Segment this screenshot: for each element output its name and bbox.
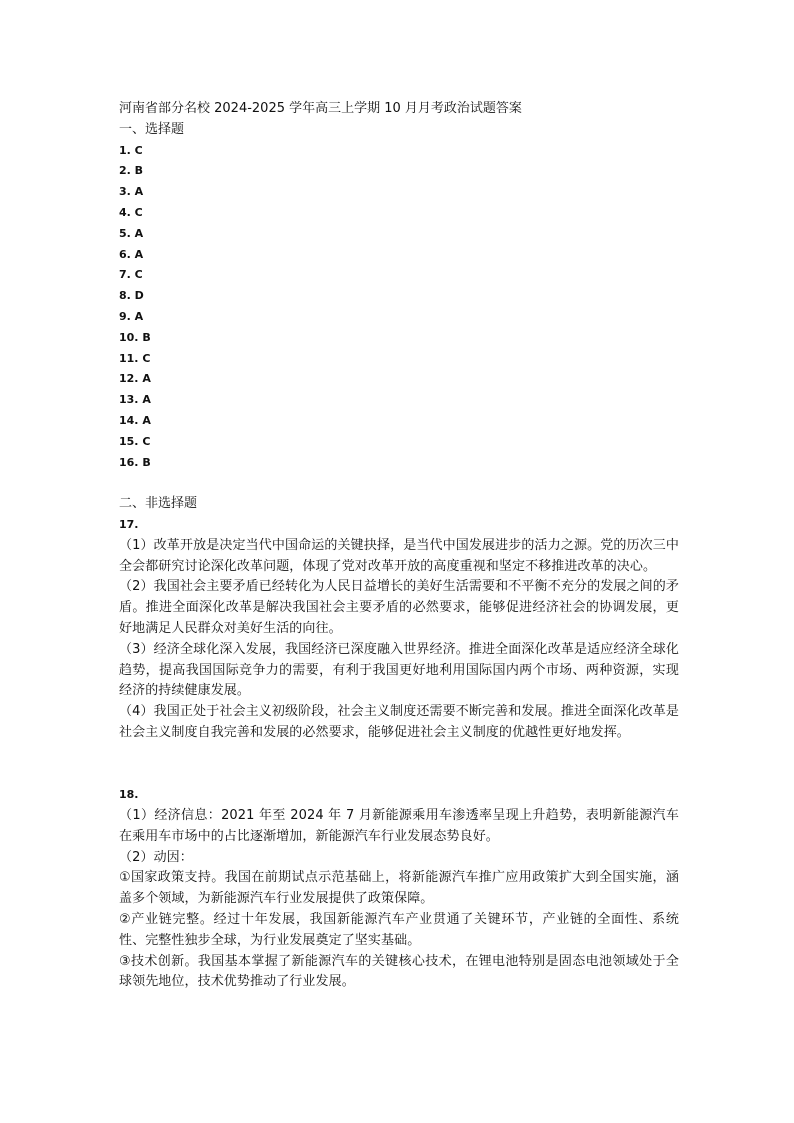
question-17-number: 17. (119, 517, 139, 531)
section1-heading: 一、选择题 (119, 121, 185, 137)
answer-item: 16. B (119, 455, 151, 469)
question-18-number: 18. (119, 788, 139, 802)
answer-item: 9. A (119, 309, 144, 323)
question-18-paragraph: ①国家政策支持。我国在前期试点示范基础上，将新能源汽车推广应用政策扩大到全国实施，涵盖多个领域，为新能源汽车行业发展提供了政策保障。 (119, 870, 679, 907)
answer-item: 15. C (119, 434, 151, 448)
question-18-paragraph: ②产业链完整。经过十年发展，我国新能源汽车产业贯通了关键环节，产业链的全面性、系统性、完整性独步全球，为行业发展奠定了坚实基础。 (119, 912, 679, 948)
document-page (119, 99, 679, 993)
question-17-paragraph: （4）我国正处于社会主义初级阶段，社会主义制度还需要不断完善和发展。推进全面深化改革是社会主义制度自我完善和发展的必然要求，能够促进社会主义制度的优越性更好地发挥。 (119, 704, 679, 740)
answer-item: 12. A (119, 372, 151, 386)
question-18-paragraph: （1）经济信息：2021 年至 2024 年 7 月新能源乘用车渗透率呈现上升趋势，表明新能源汽车在乘用车市场中的占比逐渐增加，新能源汽车行业发展态势良好。 (119, 808, 679, 844)
answer-list (119, 141, 679, 474)
document-title: 河南省部分名校 2024-2025 学年高三上学期 10 月月考政治试题答案 (119, 101, 522, 116)
answer-item: 14. A (119, 413, 151, 427)
question-17-paragraph: （2）我国社会主要矛盾已经转化为人民日益增长的美好生活需要和不平衡不充分的发展之间的矛盾。推进全面深化改革是解决我国社会主要矛盾的必然要求，能够促进经济社会的协调发展，更好地满足人民群众对美好生活的向往。 (119, 579, 679, 636)
answer-item: 13. A (119, 393, 151, 407)
question-17-paragraph: （1）改革开放是决定当代中国命运的关键抉择，是当代中国发展进步的活力之源。党的历次三中全会都研究讨论深化改革问题，体现了党对改革开放的高度重视和坚定不移推进改革的决心。 (119, 537, 679, 574)
answer-item: 11. C (119, 351, 151, 365)
question-17-paragraph: （3）经济全球化深入发展，我国经济已深度融入世界经济。推进全面深化改革是适应经济全球化趋势，提高我国国际竞争力的需要，有利于我国更好地利用国际国内两个市场、两种资源，实现经济的持续健康发展。 (119, 641, 679, 699)
answer-item: 10. B (119, 330, 151, 344)
section2-heading: 二、非选择题 (119, 496, 198, 512)
answer-item: 7. C (119, 268, 143, 282)
answer-item: 3. A (119, 185, 144, 199)
answer-item: 4. C (119, 205, 143, 219)
answer-item: 6. A (119, 247, 144, 261)
spacer (119, 765, 679, 786)
spacer (119, 744, 679, 765)
answer-item: 2. B (119, 164, 144, 178)
answer-item: 8. D (119, 289, 144, 303)
question-18-paragraph: （2）动因： (119, 849, 193, 865)
spacer (119, 473, 679, 494)
question-18-paragraph: ③技术创新。我国基本掌握了新能源汽车的关键核心技术，在锂电池特别是固态电池领域处于全球领先地位，技术优势推动了行业发展。 (119, 953, 679, 990)
answer-item: 1. C (119, 143, 143, 157)
answer-item: 5. A (119, 226, 144, 240)
